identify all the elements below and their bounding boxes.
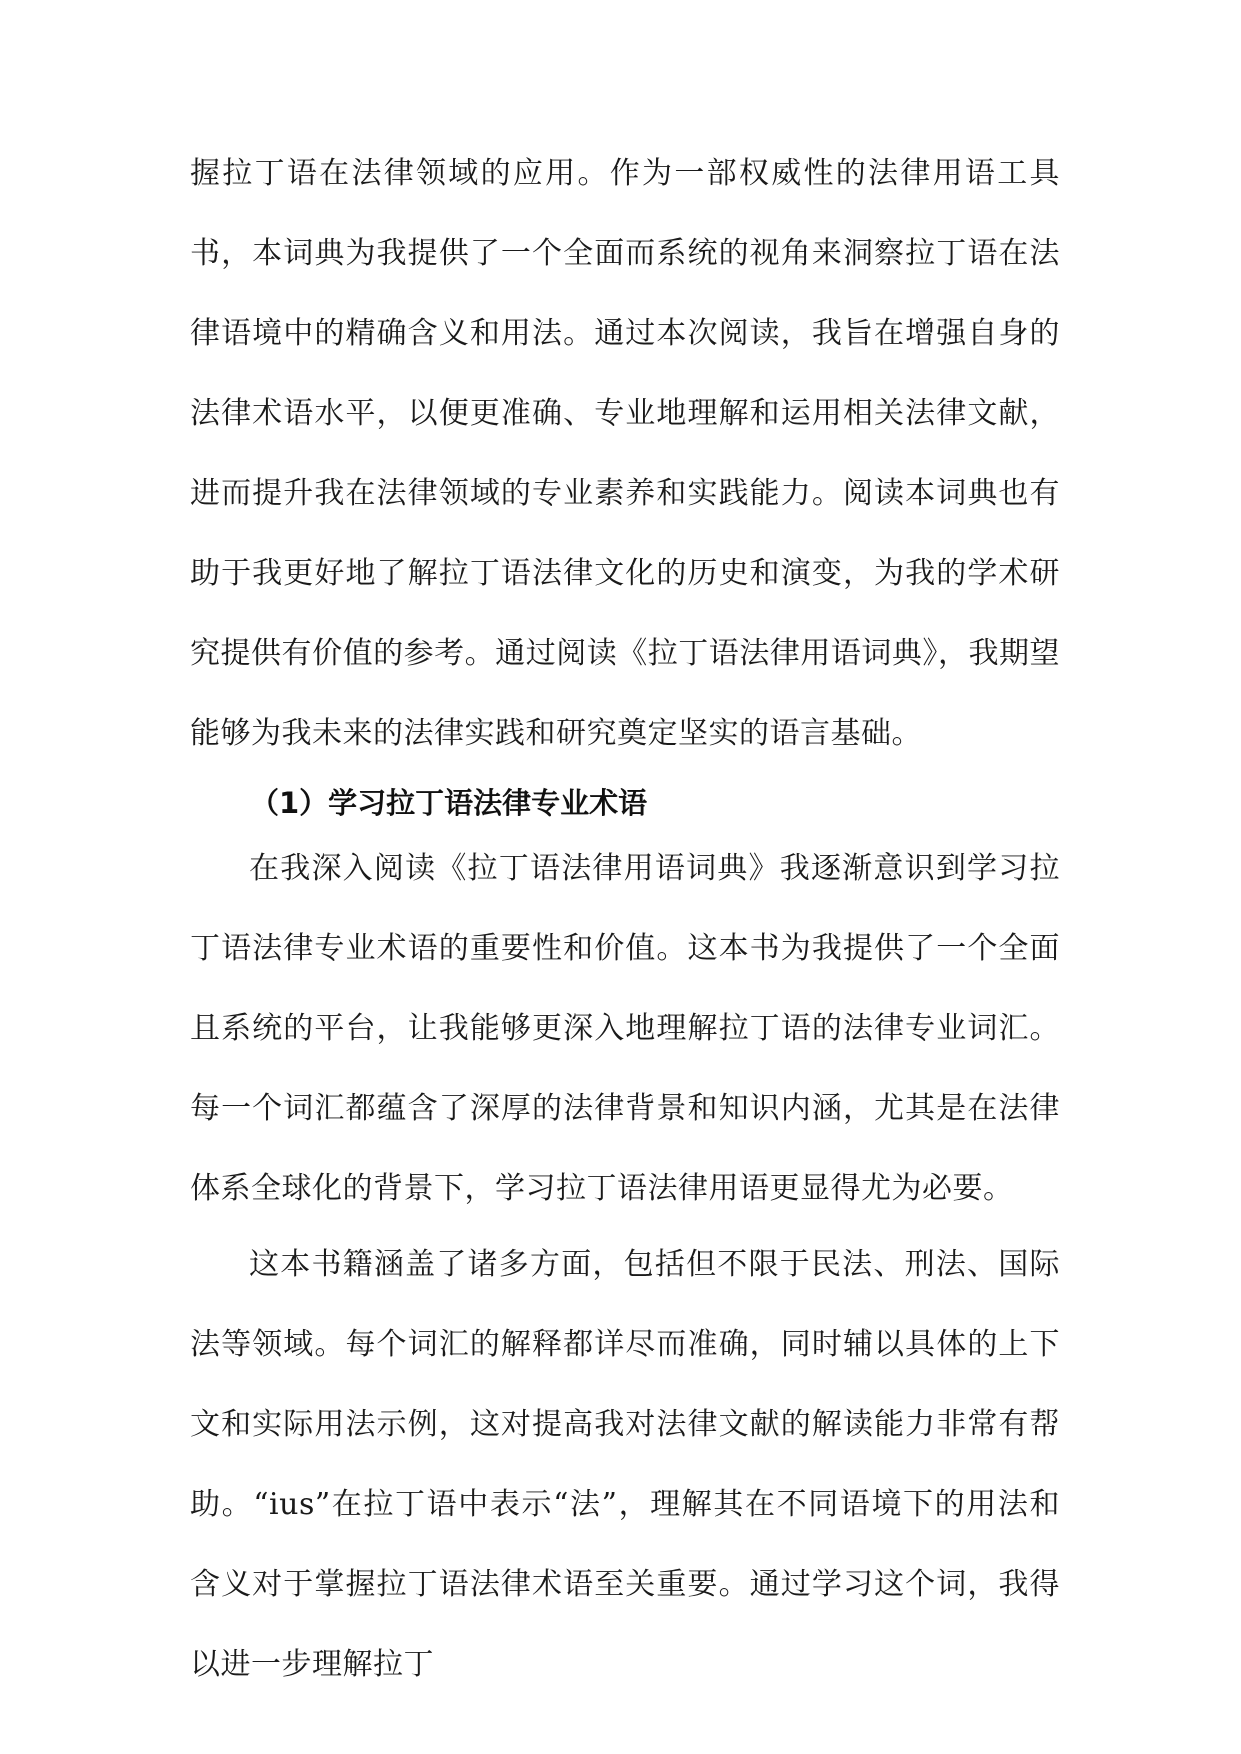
paragraph-3: 这本书籍涵盖了诸多方面，包括但不限于民法、刑法、国际法等领域。每个词汇的解释都详尽而准确，同时辅以具体的上下文和实际用法示例，这对提高我对法律文献的解读能力非常有帮助。“ius”在拉丁语中表示“法”，理解其在不同语境下的用法和含义对于掌握拉丁语法律术语至关重要。通过学习这个词，我得以进一步理解拉丁	[190, 1247, 1060, 1682]
paragraph-continued: 握拉丁语在法律领域的应用。作为一部权威性的法律用语工具书，本词典为我提供了一个全面而系统的视角来洞察拉丁语在法律语境中的精确含义和用法。通过本次阅读，我旨在增强自身的法律术语水平，以便更准确、专业地理解和运用相关法律文献，进而提升我在法律领域的专业素养和实践能力。阅读本词典也有助于我更好地了解拉丁语法律文化的历史和演变，为我的学术研究提供有价值的参考。通过阅读《拉丁语法律用语词典》，我期望能够为我未来的法律实践和研究奠定坚实的语言基础。	[190, 156, 1060, 751]
section-heading: （1）学习拉丁语法律专业术语	[250, 786, 648, 820]
paragraph-2: 在我深入阅读《拉丁语法律用语词典》我逐渐意识到学习拉丁语法律专业术语的重要性和价值。这本书为我提供了一个全面且系统的平台，让我能够更深入地理解拉丁语的法律专业词汇。每一个词汇都蕴含了深厚的法律背景和知识内涵，尤其是在法律体系全球化的背景下，学习拉丁语法律用语更显得尤为必要。	[190, 851, 1060, 1206]
